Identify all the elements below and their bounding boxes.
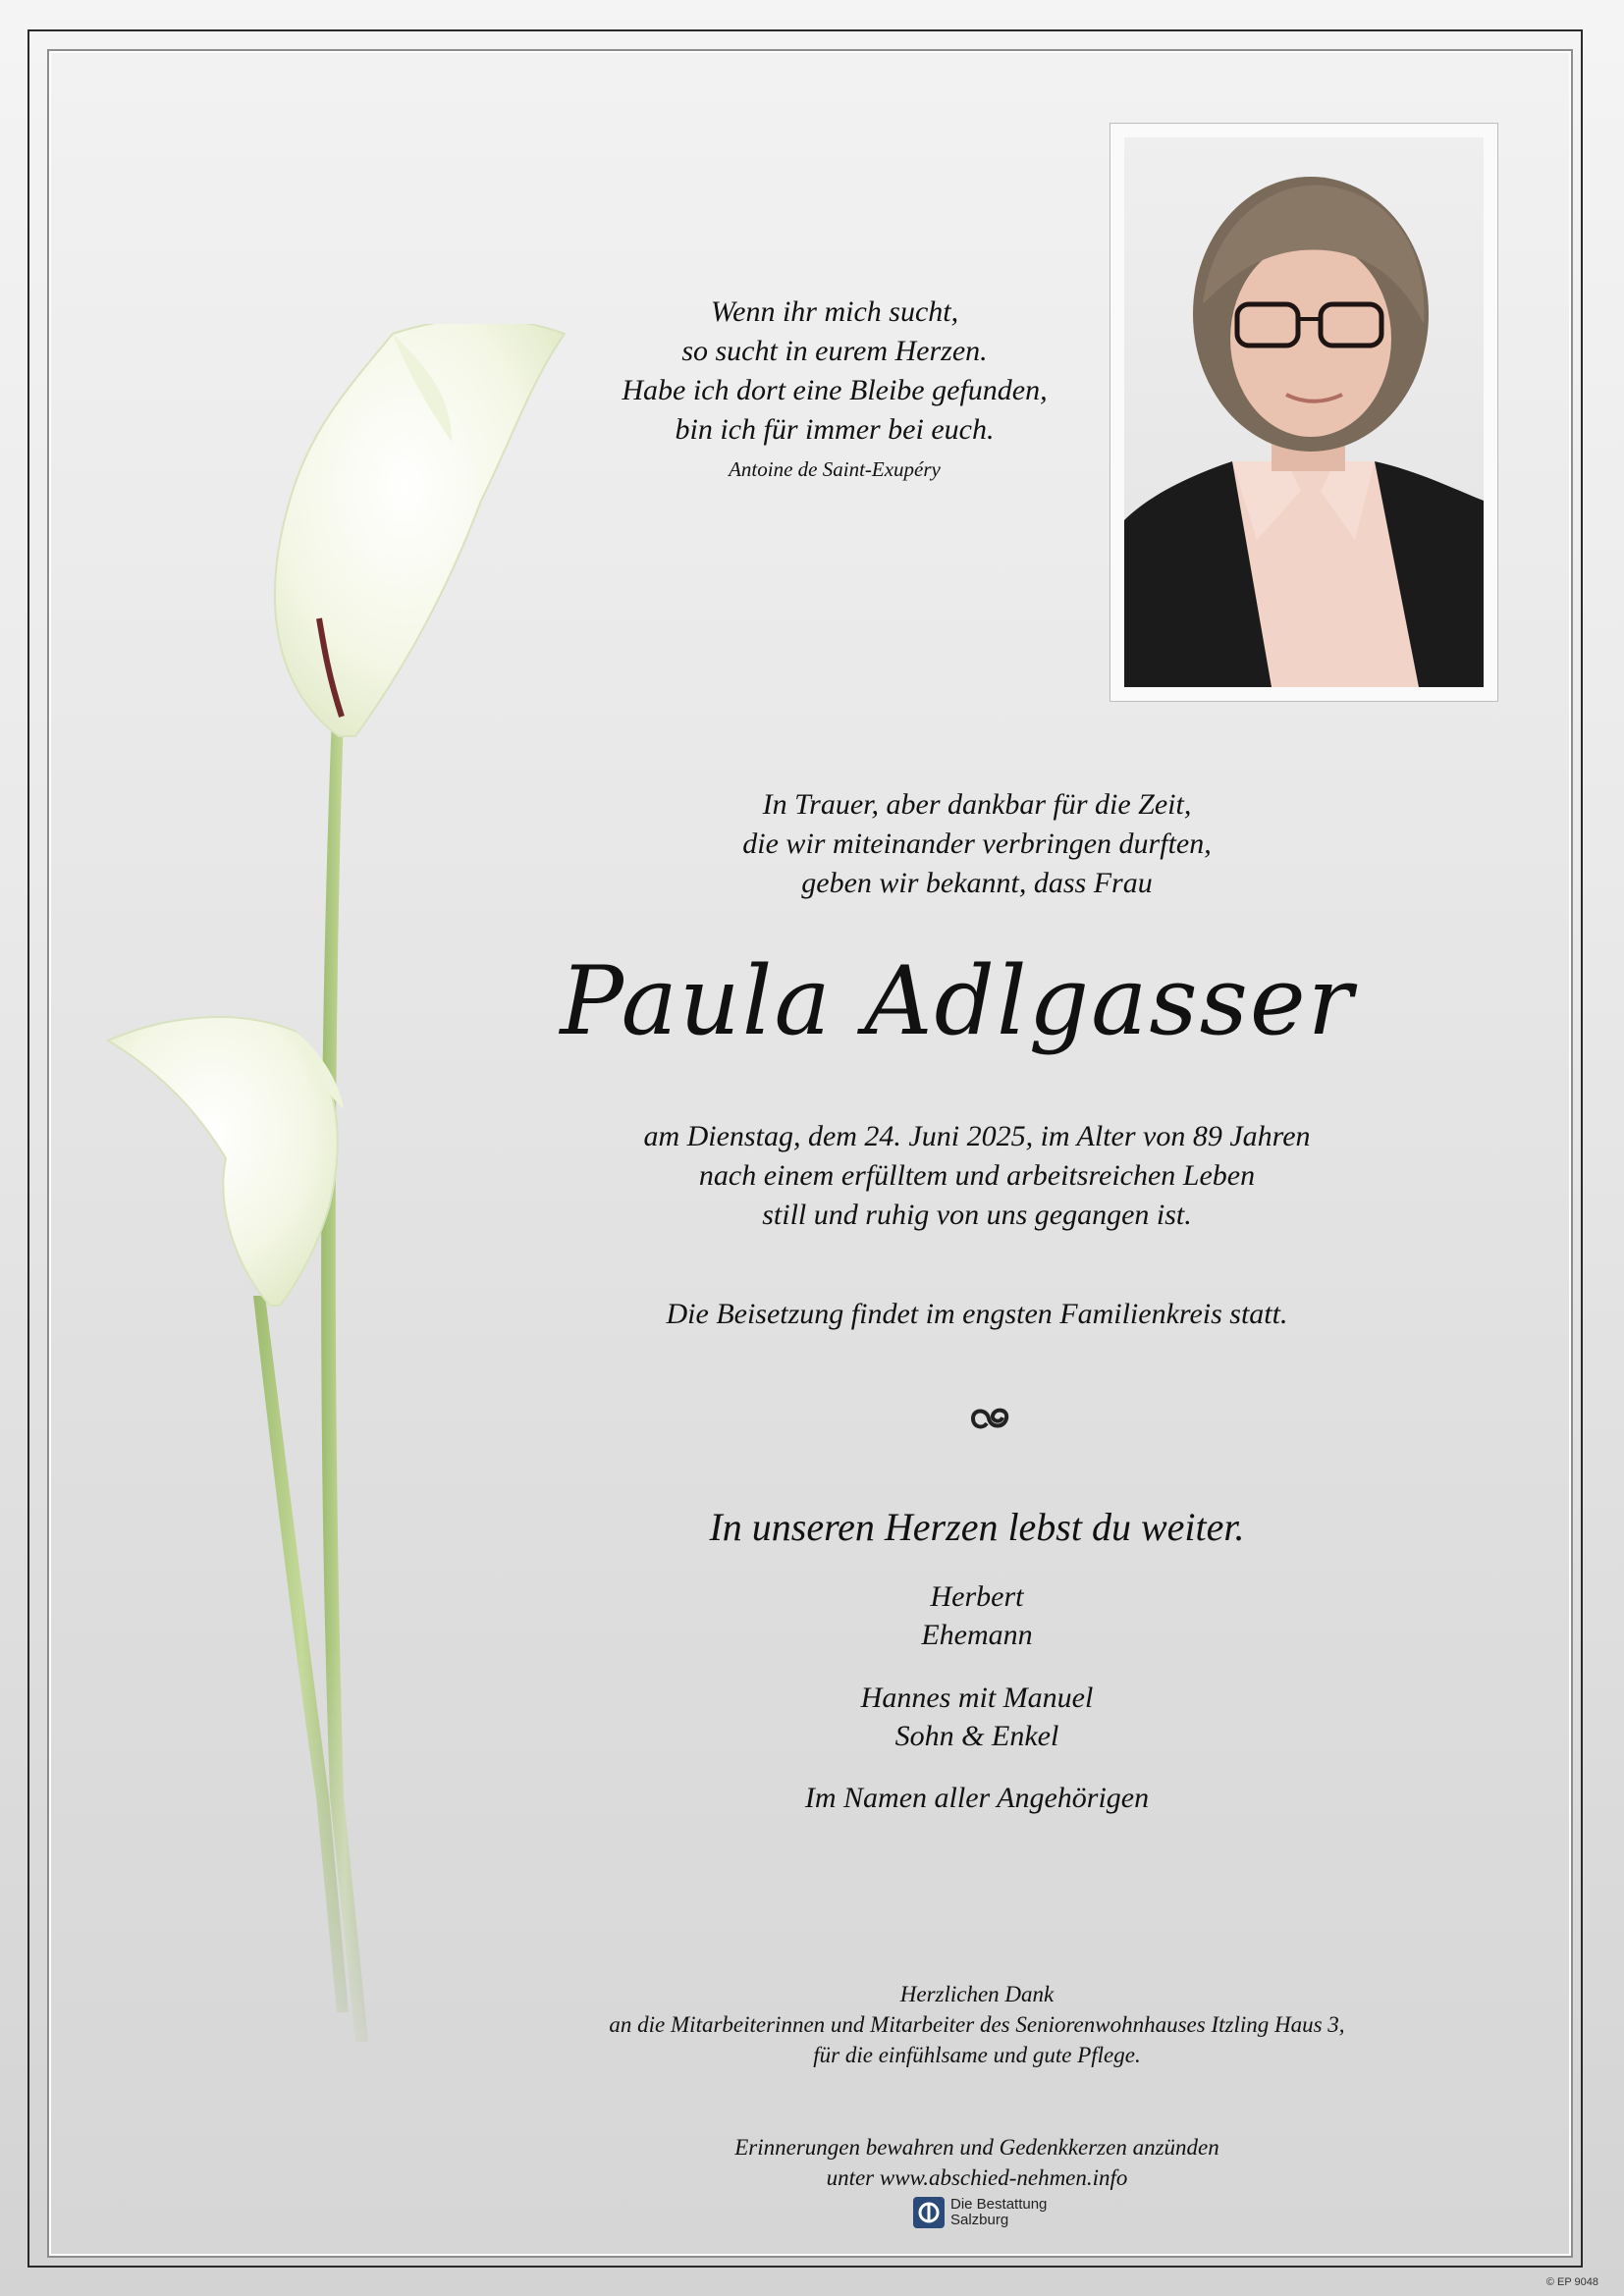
memorial-note: [589, 2132, 1365, 2193]
deceased-name: Paula Adlgasser: [560, 946, 1355, 1056]
quote-author: Antoine de Saint-Exupéry: [729, 457, 941, 481]
all-relatives: Im Namen aller Angehörigen: [804, 1782, 1150, 1814]
quote-line: Wenn ihr mich sucht,: [710, 295, 959, 328]
scroll-ornament-icon: [967, 1404, 1014, 1433]
quote-line: Habe ich dort eine Bleibe gefunden,: [622, 374, 1048, 406]
portrait-frame: [1110, 123, 1498, 702]
family-name: Hannes mit Manuel: [860, 1682, 1094, 1714]
death-line: still und ruhig von uns gegangen ist.: [762, 1199, 1192, 1231]
intro-line: die wir miteinander verbringen durften,: [742, 828, 1212, 860]
quote: [530, 293, 1139, 450]
calla-lily-flowers: [98, 324, 589, 2091]
death-line: am Dienstag, dem 24. Juni 2025, im Alter von 89 Jahren: [643, 1120, 1311, 1152]
thanks-line: für die einfühlsame und gute Pflege.: [813, 2043, 1141, 2067]
memorial-line: Erinnerungen bewahren und Gedenkkerzen anzünden: [734, 2135, 1219, 2160]
thanks-line: an die Mitarbeiterinnen und Mitarbeiter des Seniorenwohnhauses Itzling Haus 3,: [609, 2012, 1345, 2037]
death-notice: [550, 1117, 1404, 1235]
thanks-note: [520, 1979, 1434, 2070]
family-relation: Ehemann: [921, 1619, 1033, 1651]
memorial-link[interactable]: unter www.abschied-nehmen.info: [826, 2165, 1128, 2190]
intro-line: In Trauer, aber dankbar für die Zeit,: [762, 788, 1192, 821]
logo-text: [950, 2197, 1047, 2228]
bestattung-logo-icon: [913, 2197, 945, 2228]
thanks-line: Herzlichen Dank: [899, 1982, 1055, 2006]
motto: In unseren Herzen lebst du weiter.: [709, 1505, 1245, 1549]
intro-text: [589, 785, 1365, 903]
family-member: [648, 1679, 1306, 1755]
burial-notice: Die Beisetzung findet im engsten Familienkreis statt.: [666, 1298, 1288, 1330]
print-code: © EP 9048: [1545, 2276, 1598, 2288]
quote-line: so sucht in eurem Herzen.: [681, 335, 988, 367]
family-name: Herbert: [930, 1580, 1024, 1613]
quote-line: bin ich für immer bei euch.: [675, 413, 995, 446]
intro-line: geben wir bekannt, dass Frau: [801, 867, 1153, 899]
family-relation: Sohn & Enkel: [894, 1720, 1059, 1752]
logo-line: Salzburg: [950, 2212, 1009, 2228]
portrait-photo: [1124, 137, 1484, 687]
family-member: [648, 1577, 1306, 1654]
bestattung-logo: [913, 2195, 1070, 2234]
death-line: nach einem erfülltem und arbeitsreichen Leben: [698, 1159, 1256, 1192]
logo-line: Die Bestattung: [950, 2196, 1048, 2213]
